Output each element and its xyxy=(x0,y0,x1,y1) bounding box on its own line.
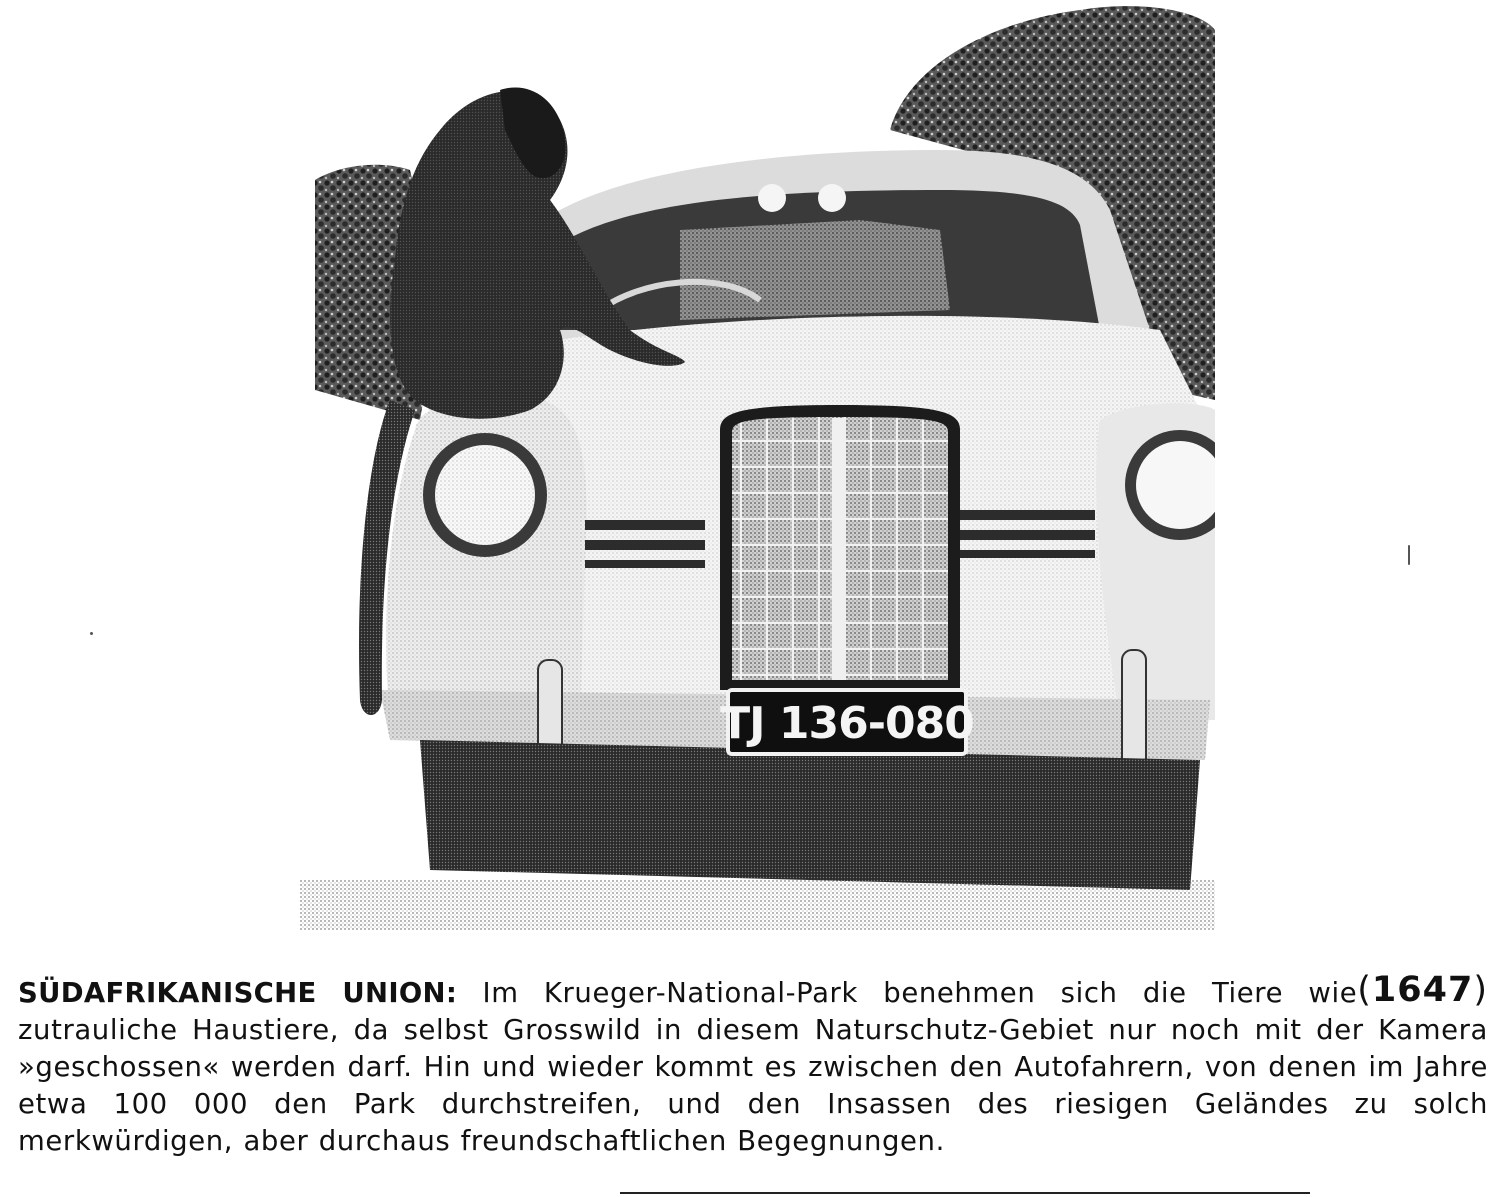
caption-number: (1647) xyxy=(1357,970,1488,1010)
photo-baboon-on-car xyxy=(300,0,1215,930)
scan-mark xyxy=(1408,545,1410,565)
caption-heading: SÜDAFRIKANISCHE UNION: xyxy=(18,977,458,1009)
photo-caption xyxy=(18,970,1488,1160)
license-plate-text: TJ 136-080 xyxy=(720,698,974,749)
bottom-rule xyxy=(620,1192,1310,1194)
license-plate xyxy=(720,690,974,754)
caption-body: Im Krueger-National-Park benehmen sich die Tiere wie zutrauliche Haustiere, da selbst Grosswild in diesem Naturschutz-Gebiet nur noch mit der Kamera »geschossen« werden darf. Hin und wieder kommt es zwischen den Autofahrern, von denen im Jahre etwa 100 000 den Park durchstreifen, und den Insassen des riesigen Geländes zu solch merkwürdigen, aber durchaus freundschaftlichen Begegnungen. xyxy=(18,977,1488,1157)
radiator-grille xyxy=(720,405,960,690)
scan-speck xyxy=(90,632,93,635)
